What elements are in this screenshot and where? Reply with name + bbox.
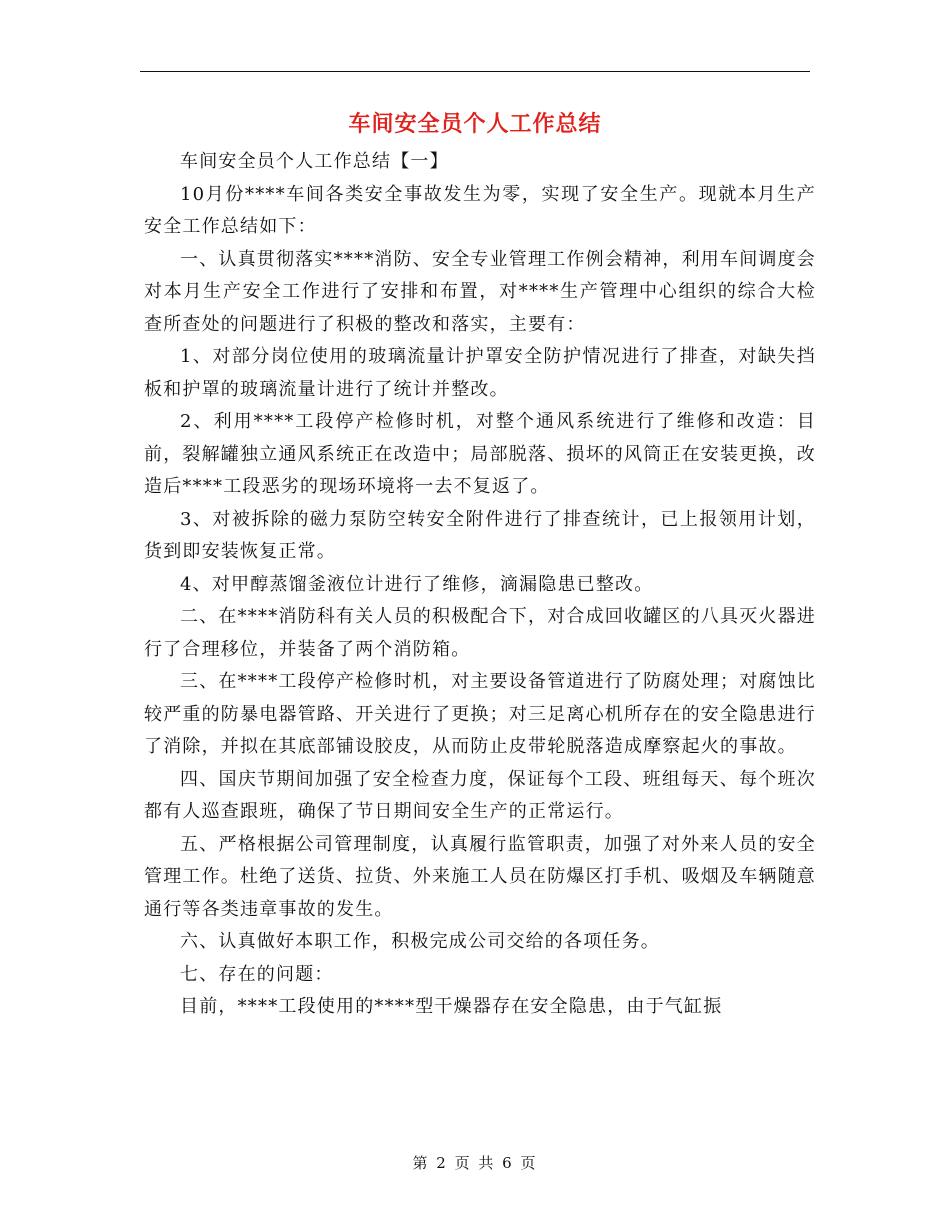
paragraph: 七、存在的问题： bbox=[180, 963, 334, 985]
document-title: 车间安全员个人工作总结 bbox=[348, 112, 602, 137]
header-rule bbox=[140, 71, 810, 72]
paragraph: 3、对被拆除的磁力泵防空转安全附件进行了排查统计，已上报领用计划，货到即安装恢复正常。 bbox=[144, 508, 816, 562]
paragraph: 三、在****工段停产检修时机，对主要设备管道进行了防腐处理；对腐蚀比较严重的防暴电器管路、开关进行了更换；对三足离心机所存在的安全隐患进行了消除，并拟在其底部铺设胶皮，从而防止皮带轮脱落造成摩察起火的事故。 bbox=[144, 671, 816, 757]
paragraph: 五、严格根据公司管理制度，认真履行监管职责，加强了对外来人员的安全管理工作。杜绝了送货、拉货、外来施工人员在防爆区打手机、吸烟及车辆随意通行等各类违章事故的发生。 bbox=[144, 833, 816, 920]
paragraph: 六、认真做好本职工作，积极完成公司交给的各项任务。 bbox=[180, 931, 660, 952]
paragraph: 1、对部分岗位使用的玻璃流量计护罩安全防护情况进行了排查，对缺失挡板和护罩的玻璃流量计进行了统计并整改。 bbox=[144, 346, 816, 400]
paragraph: 2、利用****工段停产检修时机，对整个通风系统进行了维修和改造：目前，裂解罐独立通风系统正在改造中；局部脱落、损坏的风筒正在安装更换，改造后****工段恶劣的现场环境将一去不复返了。 bbox=[144, 411, 816, 497]
page-number: 第 2 页 共 6 页 bbox=[412, 1154, 538, 1172]
paragraph: 4、对甲醇蒸馏釜液位计进行了维修，滴漏隐患已整改。 bbox=[180, 573, 654, 595]
paragraph-subtitle: 车间安全员个人工作总结【一】 bbox=[180, 151, 449, 172]
paragraph: 二、在****消防科有关人员的积极配合下，对合成回收罐区的八具灭火器进行了合理移位，并装备了两个消防箱。 bbox=[144, 606, 816, 660]
document-body bbox=[144, 146, 816, 1024]
paragraph: 10月份****车间各类安全事故发生为零，实现了安全生产。现就本月生产安全工作总结如下： bbox=[144, 183, 816, 237]
paragraph: 目前，****工段使用的****型干燥器存在安全隐患，由于气缸振 bbox=[180, 996, 723, 1017]
paragraph: 一、认真贯彻落实****消防、安全专业管理工作例会精神，利用车间调度会对本月生产安全工作进行了安排和布置，对****生产管理中心组织的综合大检查所查处的问题进行了积极的整改和落实，主要有： bbox=[144, 248, 816, 335]
paragraph: 四、国庆节期间加强了安全检查力度，保证每个工段、班组每天、每个班次都有人巡查跟班，确保了节日期间安全生产的正常运行。 bbox=[144, 768, 816, 822]
